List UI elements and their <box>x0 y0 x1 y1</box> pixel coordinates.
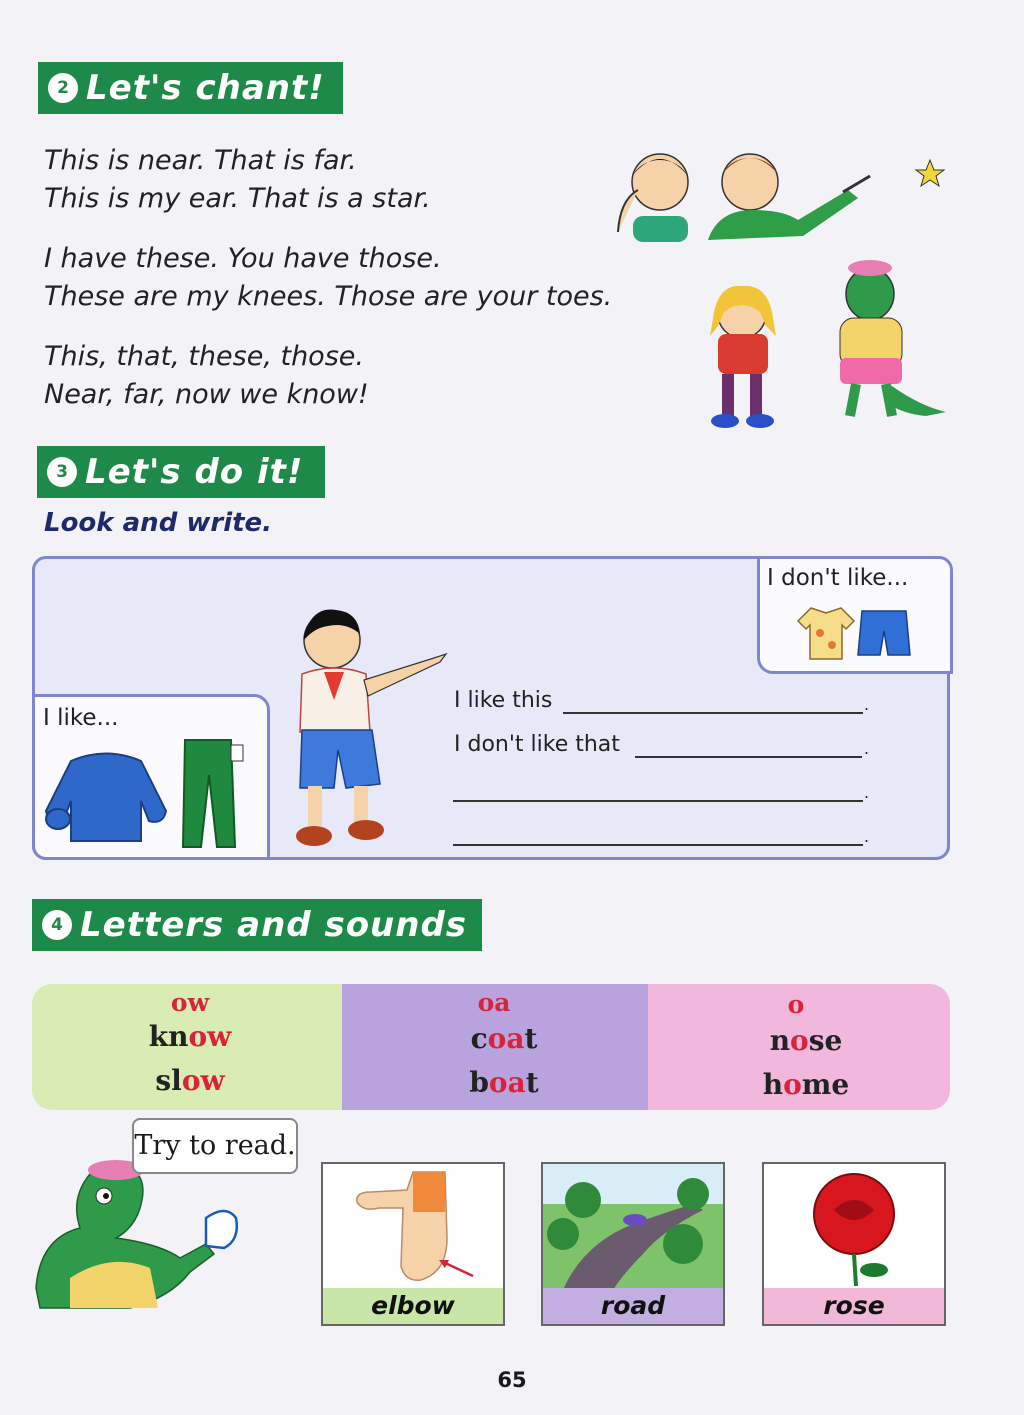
dislike-label: I don't like... <box>767 565 909 591</box>
shorts-icon <box>856 605 912 661</box>
sentence-2: I don't like that <box>454 732 620 757</box>
section-header-do-it <box>37 446 325 498</box>
answer-line-4[interactable] <box>453 844 863 846</box>
chant-line: This is my ear. That is a star. <box>44 183 431 214</box>
card-label: rose <box>764 1288 944 1324</box>
chant-line: This is near. That is far. <box>44 145 357 176</box>
chant-line: These are my knees. Those are your toes. <box>44 281 613 312</box>
chant-line: Near, far, now we know! <box>44 379 369 410</box>
girl-and-dinosaur-illustration <box>680 256 950 436</box>
dislike-panel <box>757 556 953 674</box>
sound-word: boat <box>469 1066 539 1099</box>
section-header-letters-sounds <box>32 899 482 951</box>
chant-stanza-1 <box>44 142 431 218</box>
trousers-icon <box>173 735 253 855</box>
period: . <box>864 695 870 714</box>
sound-pattern: oa <box>477 988 511 1017</box>
answer-line-3[interactable] <box>453 800 863 802</box>
card-label: road <box>543 1288 723 1324</box>
section-number: 3 <box>47 457 77 487</box>
rose-icon <box>794 1170 914 1288</box>
like-label: I like... <box>43 705 119 731</box>
page-number: 65 <box>497 1368 527 1392</box>
chant-line: I have these. You have those. <box>44 243 442 274</box>
answer-line-2[interactable] <box>635 756 862 758</box>
card-label: elbow <box>323 1288 503 1324</box>
sound-pattern: o <box>787 990 805 1019</box>
chant-stanza-2 <box>44 240 612 316</box>
section-number: 4 <box>42 910 72 940</box>
sound-word: slow <box>155 1064 225 1097</box>
picture-card-road <box>541 1162 725 1326</box>
sound-word: home <box>762 1068 850 1101</box>
speech-bubble: Try to read. <box>132 1118 298 1174</box>
sound-word: know <box>148 1020 232 1053</box>
chant-stanza-3 <box>44 338 369 414</box>
road-icon <box>543 1164 723 1290</box>
boys-pointing-illustration <box>608 140 948 250</box>
shirt-icon <box>796 603 856 663</box>
sound-pattern: ow <box>170 988 210 1017</box>
period: . <box>864 783 870 802</box>
section-title: Letters and sounds <box>80 905 468 945</box>
sound-word: coat <box>470 1022 538 1055</box>
like-panel <box>32 694 270 860</box>
answer-line-1[interactable] <box>563 712 863 714</box>
sentence-1: I like this <box>454 688 553 713</box>
picture-card-rose <box>762 1162 946 1326</box>
period: . <box>864 827 870 846</box>
chant-line: This, that, these, those. <box>44 341 364 372</box>
section-header-chant <box>38 62 343 114</box>
boy-pointing-illustration <box>284 600 464 858</box>
section-title: Let's chant! <box>86 68 325 108</box>
instruction-text: Look and write. <box>44 508 273 538</box>
period: . <box>864 739 870 758</box>
elbow-icon <box>343 1168 493 1286</box>
section-number: 2 <box>48 73 78 103</box>
picture-card-elbow <box>321 1162 505 1326</box>
section-title: Let's do it! <box>85 452 304 492</box>
sound-word: nose <box>769 1024 843 1057</box>
sweater-icon <box>41 741 171 851</box>
